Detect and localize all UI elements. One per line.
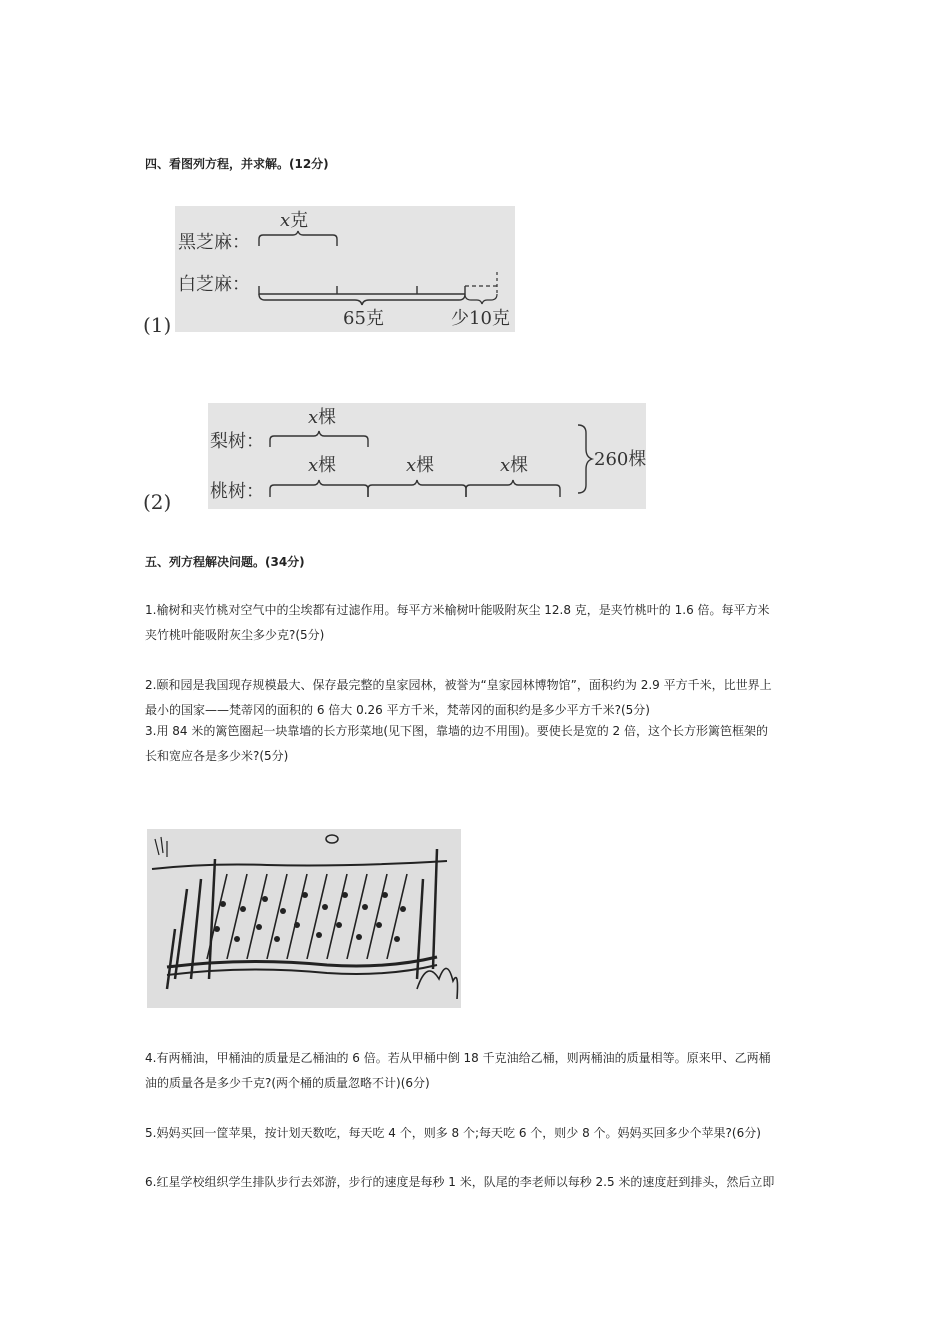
figure-1-brace-total [259,294,465,305]
figure-2-var-1: x [308,407,319,428]
figure-2-total-brace [578,425,592,493]
figure-1-total: 65克 [343,308,384,329]
section-5-heading: 五、列方程解决问题。(34分) [145,555,305,569]
figure-1-label: (1) [143,313,172,337]
question-3-line-2: 长和宽应各是多少米?(5分) [145,749,289,763]
figure-1-brace-x [259,231,337,246]
question-6-line-1: 6.红星学校组织学生排队步行去郊游，步行的速度是每秒 1 米，队尾的李老师以每秒 2.5 米的速度赶到排头，然后立即 [145,1175,775,1189]
question-3-line-1: 3.用 84 米的篱笆圈起一块靠墙的长方形菜地(见下图，靠墙的边不用围)。要使长是宽的 2 倍，这个长方形篱笆框架的 [145,724,768,738]
section-4-heading: 四、看图列方程，并求解。(12分) [145,157,329,171]
figure-1-brace-less [465,294,497,304]
question-5 [145,1121,805,1146]
figure-2-total: 260棵 [594,449,646,470]
question-2-line-2: 最小的国家——梵蒂冈的面积的 6 倍大 0.26 平方千米，梵蒂冈的面积约是多少平方千米?(5分) [145,703,650,717]
svg-text:x棵: x棵 [406,455,435,476]
figure-1-row2-name: 白芝麻： [178,274,250,295]
svg-text:x棵: x棵 [308,455,337,476]
svg-text:x棵 [308,407,336,428]
svg-text:x棵: x棵 [500,455,529,476]
question-4-line-2: 油的质量各是多少千克?(两个桶的质量忽略不计)(6分) [145,1076,430,1090]
figure-2-unit-1: 棵 [318,407,337,428]
question-2-line-1: 2.颐和园是我国现存规模最大、保存最完整的皇家园林，被誉为“皇家园林博物馆”，面积约为 2.9 平方千米，比世界上 [145,678,772,692]
figure-1-svg [175,206,515,332]
figure-2-row1-name: 梨树： [210,431,264,452]
figure-2-label: (2) [143,490,172,514]
figure-2-svg [208,403,646,509]
figure-2-diagram [208,403,646,509]
figure-1-var: x [280,210,291,231]
question-1-line-2: 夹竹桃叶能吸附灰尘多少克?(5分) [145,628,325,642]
figure-1-unit: 克 [290,210,309,231]
question-4 [145,1046,805,1096]
figure-1-diagram [175,206,515,332]
question-6 [145,1170,805,1195]
garden-illustration [147,829,461,1008]
question-4-line-1: 4.有两桶油，甲桶油的质量是乙桶油的 6 倍。若从甲桶中倒 18 千克油给乙桶，则两桶油的质量相等。原来甲、乙两桶 [145,1051,771,1065]
question-3 [145,719,805,769]
question-1-line-1: 1.榆树和夹竹桃对空气中的尘埃都有过滤作用。每平方米榆树叶能吸附灰尘 12.8 克，是夹竹桃叶的 1.6 倍。每平方米 [145,603,770,617]
figure-1-row1-name: 黑芝麻： [178,232,250,253]
figure-2-row2-name: 桃树： [210,481,264,502]
figure-1-less: 少10克 [451,308,510,329]
question-1 [145,598,805,648]
svg-text:x克 [280,210,308,231]
question-2 [145,673,805,723]
garden-svg [147,829,461,1008]
question-5-line-1: 5.妈妈买回一筐苹果，按计划天数吃，每天吃 4 个，则多 8 个;每天吃 6 个，则少 8 个。妈妈买回多少个苹果?(6分) [145,1126,761,1140]
